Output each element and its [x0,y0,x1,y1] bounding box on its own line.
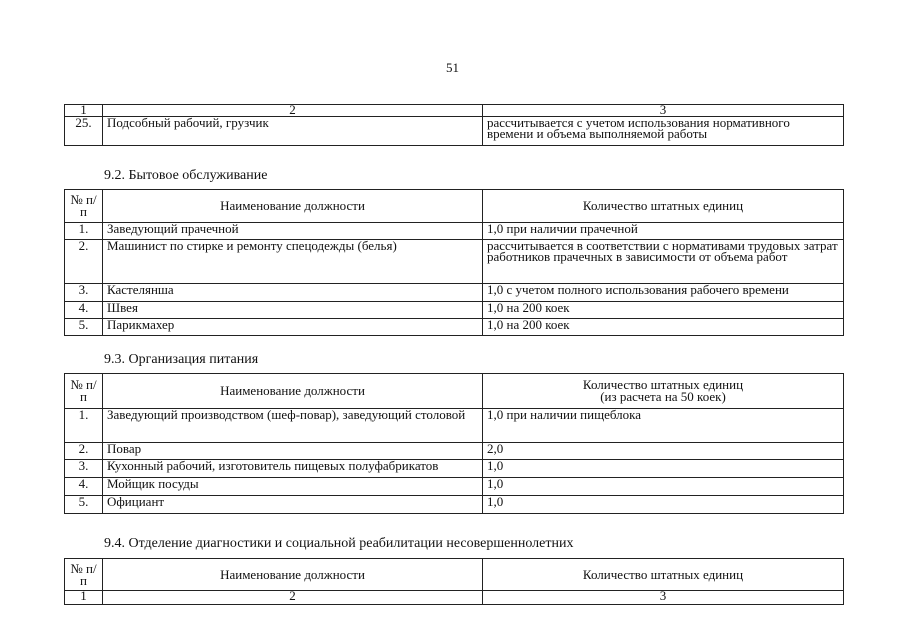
staff-quantity: 1,0 с учетом полного использования рабочего времени [483,284,844,302]
table-row [65,478,844,496]
header-staff-quantity-line2: (из расчета на 50 коек) [600,389,726,404]
table-row [65,223,844,240]
column-number-3: 3 [483,591,844,605]
position-name: Кастелянша [103,284,483,302]
staff-quantity: 1,0 при наличии прачечной [483,223,844,240]
table-header-row [65,190,844,223]
table-row [65,284,844,302]
header-position-name: Наименование должности [103,559,483,591]
position-name: Кухонный рабочий, изготовитель пищевых полуфабрикатов [103,460,483,478]
section-title-9-4: 9.4. Отделение диагностики и социальной реабилитации несовершеннолетних [104,536,574,551]
position-name: Повар [103,443,483,460]
position-name: Машинист по стирке и ремонту спецодежды (белья) [103,240,483,284]
row-number: 1. [65,409,103,443]
section-title-9-2: 9.2. Бытовое обслуживание [104,168,268,183]
table-row [65,443,844,460]
table-row [65,117,844,146]
header-staff-quantity-line1: Количество штатных единиц [582,377,744,392]
row-number: 4. [65,302,103,319]
column-number-3: 3 [483,105,844,117]
header-number: № п/п [65,190,103,223]
staff-quantity: рассчитывается в соответствии с нормативами трудовых затрат работников прачечных в зависимости от объема работ [483,240,844,284]
section-title-9-3: 9.3. Организация питания [104,352,259,367]
position-name: Заведующий производством (шеф-повар), заведующий столовой [103,409,483,443]
column-number-2: 2 [103,591,483,605]
position-name: Официант [103,496,483,514]
staff-quantity: 1,0 при наличии пищеблока [483,409,844,443]
row-number: 3. [65,284,103,302]
staff-quantity: 1,0 [483,496,844,514]
table-9-2 [64,189,844,336]
row-number: 2. [65,443,103,460]
header-staff-quantity [483,374,844,409]
staff-quantity: 1,0 на 200 коек [483,302,844,319]
column-number-2: 2 [103,105,483,117]
page-number: 51 [446,60,459,75]
table-row [65,319,844,336]
column-number-1: 1 [65,105,103,117]
header-position-name: Наименование должности [103,374,483,409]
table-number-row [65,591,844,605]
staff-quantity: 2,0 [483,443,844,460]
staff-quantity: рассчитывается с учетом использования нормативного времени и объема выполняемой работы [483,117,844,146]
table-row [65,240,844,284]
position-name: Мойщик посуды [103,478,483,496]
row-number: 5. [65,319,103,336]
staff-quantity: 1,0 на 200 коек [483,319,844,336]
row-number: 3. [65,460,103,478]
staff-quantity: 1,0 [483,460,844,478]
continued-table [64,104,844,146]
row-number: 4. [65,478,103,496]
table-row [65,496,844,514]
header-position-name: Наименование должности [103,190,483,223]
position-name: Подсобный рабочий, грузчик [103,117,483,146]
table-row [65,302,844,319]
header-number: № п/п [65,374,103,409]
row-number: 2. [65,240,103,284]
staff-quantity: 1,0 [483,478,844,496]
header-staff-quantity: Количество штатных единиц [483,190,844,223]
position-name: Парикмахер [103,319,483,336]
row-number: 1. [65,223,103,240]
table-9-3 [64,373,844,514]
position-name: Заведующий прачечной [103,223,483,240]
table-row [65,409,844,443]
row-number: 25. [65,117,103,146]
table-header-row [65,374,844,409]
column-number-1: 1 [65,591,103,605]
row-number: 5. [65,496,103,514]
header-number: № п/п [65,559,103,591]
table-9-4 [64,558,844,605]
header-staff-quantity: Количество штатных единиц [483,559,844,591]
position-name: Швея [103,302,483,319]
table-header-row [65,559,844,591]
table-row [65,460,844,478]
